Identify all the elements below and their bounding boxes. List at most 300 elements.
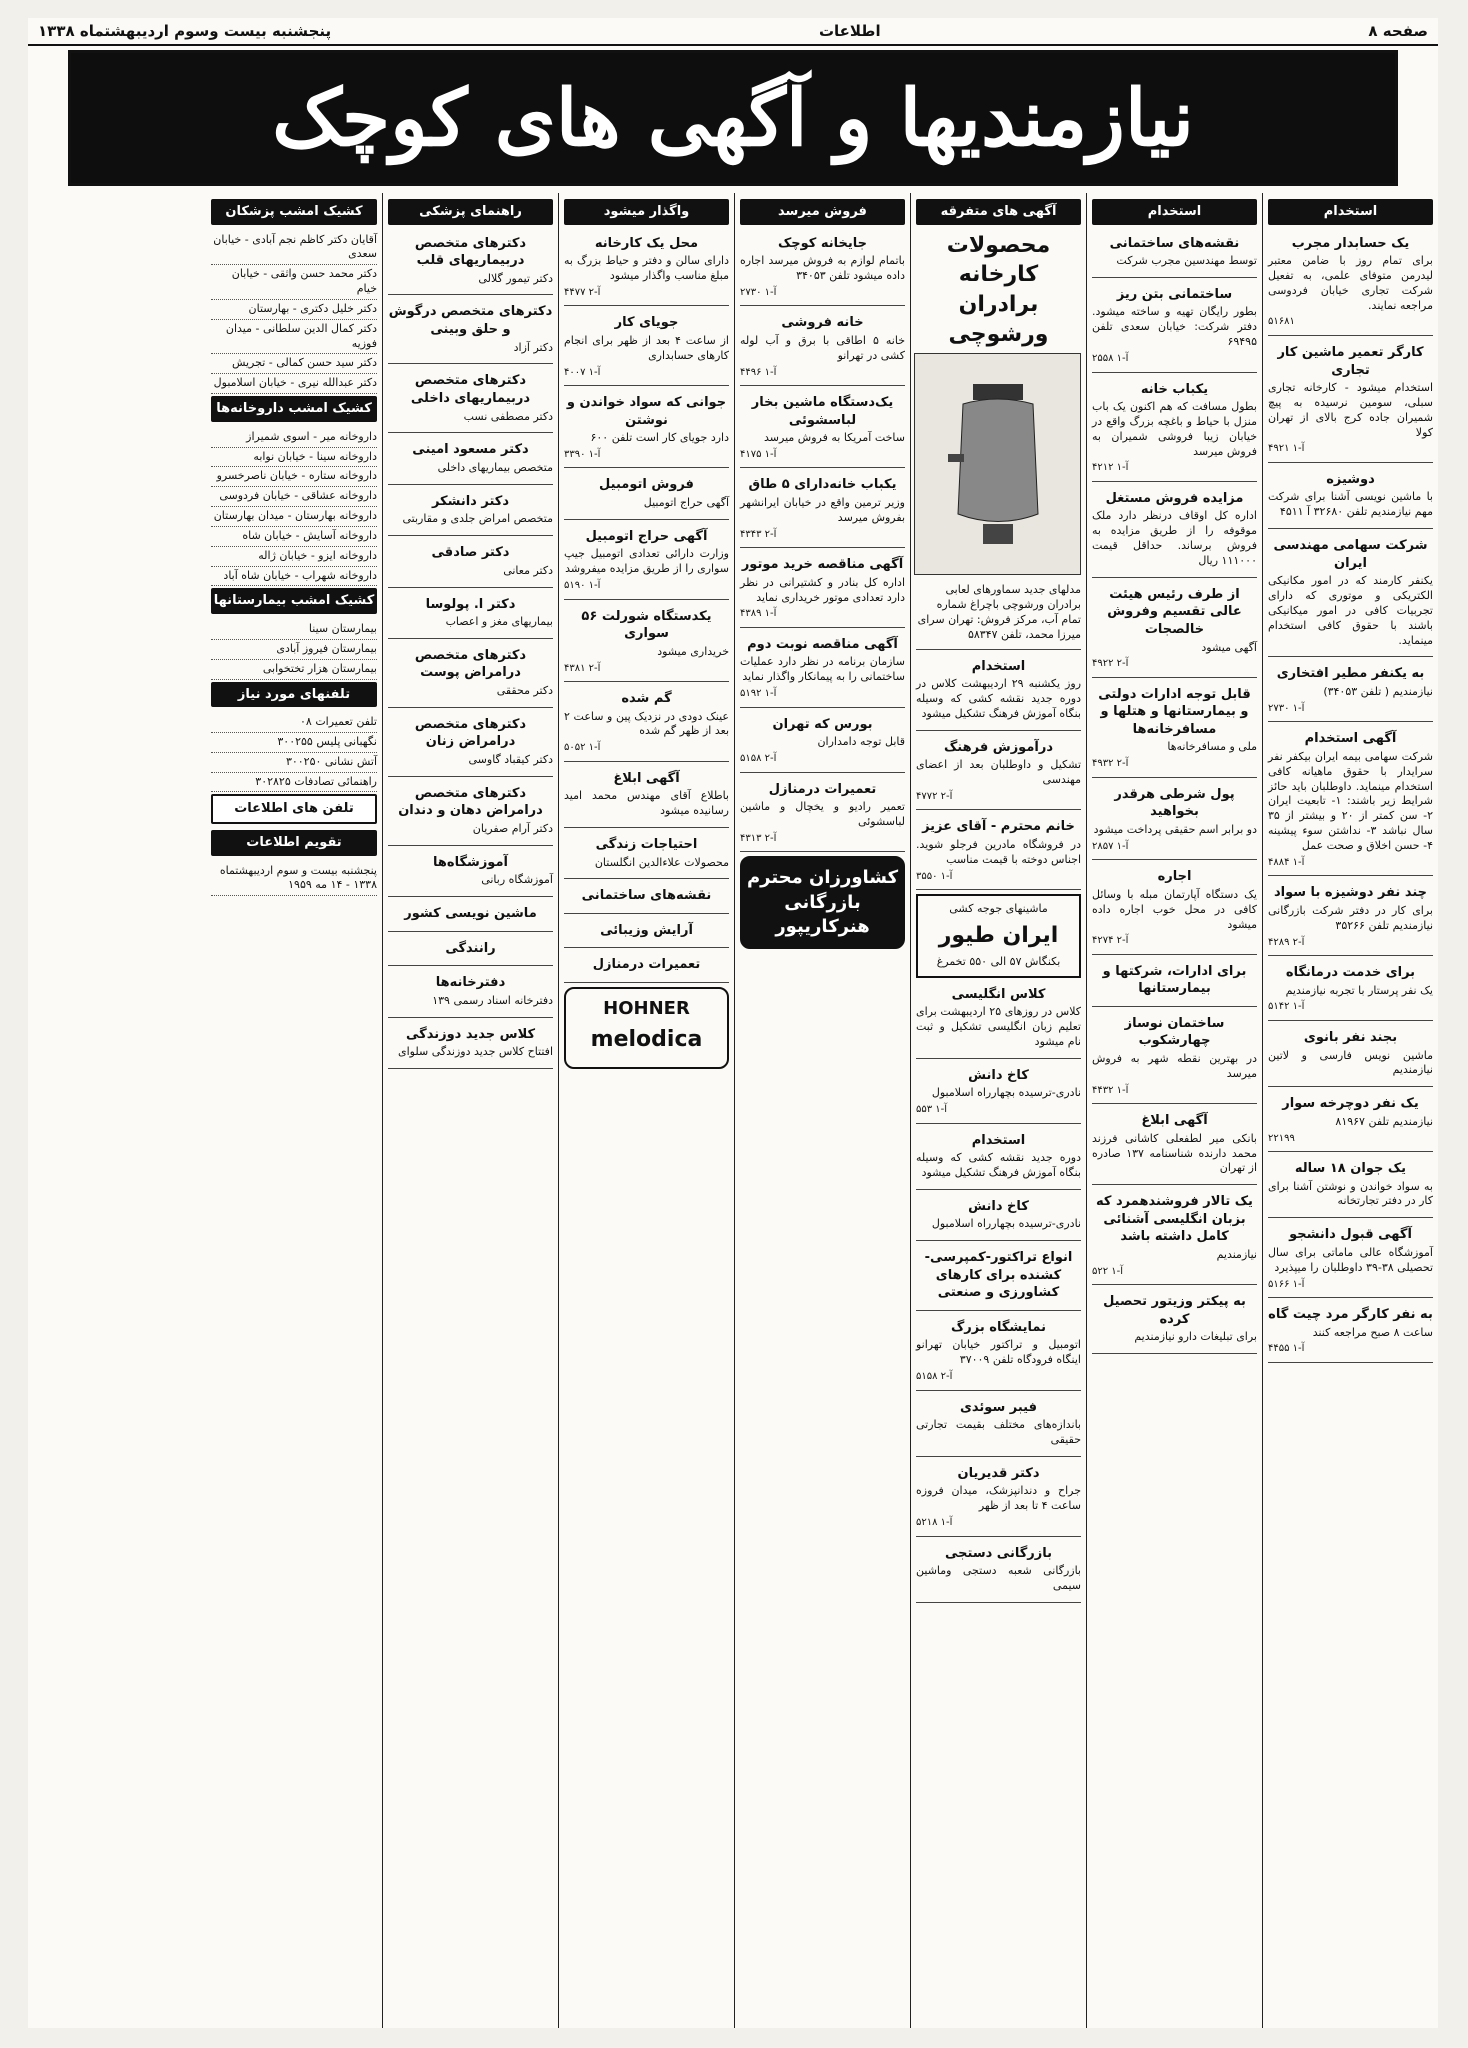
ad-code: ۴۴۵۵ آ-۱ [1268, 1343, 1305, 1355]
ad-title: محل یک کارخانه [594, 235, 699, 251]
ad-item [916, 735, 1081, 811]
ad-item [1268, 1025, 1433, 1087]
ad-title: خانم محترم - آقای عزیز [922, 819, 1075, 835]
ad-title: آگهی حراج اتومبیل [585, 528, 708, 544]
ad-body: ساعت ۸ صبح مراجعه کنند [1312, 1325, 1433, 1339]
ad-body: متخصص بیماریهای داخلی [437, 460, 553, 474]
ad-body: دکتر تیمور گلالی [478, 271, 553, 285]
ad-item [388, 901, 553, 932]
directory-entry: داروخانه ایزو - خیابان ژاله [211, 547, 377, 567]
ad-item [1268, 533, 1433, 657]
ad-item [388, 231, 553, 296]
ad-body: در بهترین نقطه شهر به فروش میرسد [1092, 1052, 1257, 1080]
melodica-ad [564, 987, 729, 1069]
ad-item [740, 472, 905, 548]
ad-body: متخصص امراض جلدی و مقاربتی [402, 512, 553, 526]
ad-body: افتتاح کلاس جدید دوزندگی سلوای [398, 1045, 553, 1059]
ad-item [916, 1063, 1081, 1124]
ad-item [388, 489, 553, 536]
ad-body: شرکت سهامی بیمه ایران بیکفر نفر سرایدار با حقوق ماهیانه کافی استخدام مینماید. داوطلبان باید حائز شرایط زیر باشند: ۱- تابعیت ایران ۲- سن کمتر از ۲۰ و بیشتر از ۳۵ سال نباشد ۳- نداشتن سوء پیشینه ۴- حسن اخلاق و صحت عمل [1268, 749, 1434, 852]
directory-entry: دکتر خلیل دکتری - بهارستان [211, 300, 377, 320]
ad-title: ساختمانی بتن ریز [1116, 286, 1233, 302]
ad-title: دکتر دانشکر [431, 493, 510, 509]
ad-item [1268, 467, 1433, 529]
ad-code: ۴۱۷۵ آ-۱ [740, 448, 777, 460]
ad-title: پول شرطی هرقدر بخواهید [1114, 786, 1235, 820]
banner-title: کشاورزان محترم [746, 867, 899, 889]
ad-code: ۵۱۴۲ آ-۱ [1268, 1001, 1305, 1013]
ad-body: در فروشگاه مادرین فرجلو شوید. اجناس دوخته با قیمت مناسب [916, 838, 1081, 866]
ad-body: تعمیر رادیو و یخچال و ماشین لباسشوئی [740, 800, 905, 828]
ad-title: استخدام [971, 658, 1026, 674]
ad-body: با ماشین نویسی آشنا برای شرکت مهم نیازمندیم تلفن ۳۲۶۸۰ آ ۴۵۱۱ [1268, 490, 1433, 519]
ad-item [388, 1022, 553, 1069]
section-header: تقویم اطلاعات [211, 830, 377, 856]
ad-body: برای تبلیغات دارو نیازمندیم [1134, 1330, 1257, 1344]
ad-item [916, 814, 1081, 890]
samovar-icon [938, 364, 1058, 564]
ad-title: چند نفر دوشیزه با سواد [1273, 885, 1428, 901]
section-header: استخدام [1092, 199, 1257, 225]
masthead-title: نیازمندیها و آگهی های کوچک [272, 72, 1194, 164]
ad-title: کارگر تعمیر ماشین کار تجاری [1277, 344, 1424, 378]
ad-code: ۴۴۳۲ آ-۱ [1092, 1084, 1129, 1096]
ad-body: دارد جویای کار است تلفن ۶۰۰ [590, 431, 729, 445]
ad-body: تشکیل و داوطلبان بعد از اعضای مهندسی [916, 758, 1081, 787]
ad-item [740, 390, 905, 468]
ad-body: عینک دودی در نزدیک پین و ساعت ۲ بعد از ظهر گم شده [564, 709, 729, 738]
ad-item [916, 1315, 1081, 1391]
ad-body: دارای سالن و دفتر و حیاط بزرگ به مبلغ مناسب واگذار میشود [564, 254, 729, 282]
ad-body: دکتر آزاد [513, 340, 553, 354]
ad-item [564, 918, 729, 949]
ad-body: دوره جدید نقشه کشی که وسیله بنگاه آموزش فرهنگ تشکیل میشود [916, 1151, 1081, 1179]
ad-item [1268, 231, 1433, 336]
ad-title: شرکت سهامی مهندسی ایران [1273, 538, 1428, 571]
ad-body: بانکی میر لطفعلی کاشانی فرزند محمد دارنده شناسنامه ۱۳۷ صادره از تهران [1092, 1131, 1258, 1175]
ad-body: وزیر ترمین واقع در خیابان ایرانشهر بفروش میرسد [740, 496, 905, 524]
ad-code: ۴۲۱۲ آ-۱ [1092, 462, 1129, 474]
ad-columns [28, 193, 1438, 2028]
ad-item [740, 310, 905, 386]
ad-body: دفترخانه اسناد رسمی ۱۳۹ [432, 993, 553, 1007]
ad-item [1268, 960, 1433, 1021]
ad-item [916, 1128, 1081, 1190]
ad-item [564, 832, 729, 879]
ad-item [740, 777, 905, 853]
ad-body: بیماریهای مغز و اعصاب [445, 615, 553, 629]
ad-code: ۵۲۱۸ آ-۱ [916, 1517, 953, 1529]
ad-code: ۲۵۵۸ آ-۱ [1092, 353, 1129, 365]
ad-item [388, 712, 553, 777]
ad-body: آگهی حراج اتومبیل [643, 496, 729, 509]
ad-body: برای کار در دفتر شرکت بازرگانی نیازمندیم تلفن ۳۵۲۶۶ [1268, 903, 1433, 932]
samovar-illustration [914, 353, 1081, 575]
ad-code: ۴۷۷۲ آ-۲ [916, 790, 953, 802]
ad-title: دکترهای متخصص درامراض زنان [414, 716, 527, 750]
ad-item [388, 936, 553, 967]
ad-title: یکدستگاه شورلت ۵۶ سواری [581, 608, 712, 642]
ad-body: نادری-ترسیده بچهارراه اسلامبول [931, 1217, 1081, 1231]
ad-code: ۵۱۹۰ آ-۱ [564, 580, 601, 592]
ad-title: نقشه‌های ساختمانی [1109, 235, 1240, 251]
section-header: آگهی های متفرقه [916, 199, 1081, 225]
paper-name: اطلاعات [818, 22, 881, 40]
ad-item [388, 970, 553, 1017]
ad-body: توسط مهندسین مجرب شرکت [1116, 254, 1257, 268]
ad-item [564, 686, 729, 762]
ad-body: بطول مسافت که هم اکنون یک باب منزل با حیاط و باغچه بزرگ واقع در خیابان زیبا فروشی شمیران به فروش میرسد [1092, 400, 1257, 458]
ad-title: بازرگانی دستجی [944, 1545, 1052, 1561]
ad-title: دکتر قدیریان [957, 1465, 1040, 1481]
banner-sub: بازرگانی هنرکاریپور [775, 891, 870, 937]
ad-title: جویای کار [614, 315, 679, 331]
column-col4 [734, 193, 910, 2028]
ad-code: ۴۴۷۷ آ-۲ [564, 286, 601, 298]
ad-title: دفترخانه‌ها [435, 975, 506, 991]
ad-title: جوانی که سواد خواندن و نوشتن [566, 395, 727, 428]
ad-body: دکتر معانی [503, 563, 553, 577]
ad-title: آگهی مناقصه خرید موتور [741, 557, 904, 573]
ad-item [388, 850, 553, 897]
ad-title: یک‌دستگاه ماشین بخار لباسشوئی [751, 395, 894, 428]
ad-body: نیازمندیم [1216, 1247, 1257, 1261]
ad-title: آموزشگاه‌ها [433, 854, 508, 870]
ad-body: باندازه‌های مختلف بقیمت تجارتی حقیقی [916, 1418, 1081, 1446]
ad-code: ۴۲۷۴ آ-۲ [1092, 935, 1129, 947]
ad-title: نقشه‌های ساختمانی [581, 888, 712, 904]
logo-sub: بکنگاش ۵۷ الی ۵۵۰ تخمرغ [936, 954, 1061, 968]
column-col2 [1086, 193, 1262, 2028]
ad-code: ۴۳۱۳ آ-۲ [740, 832, 777, 844]
newspaper-page [28, 18, 1438, 2028]
section-header: تلفنهای مورد نیاز [211, 682, 377, 708]
ad-code: ۲۷۳۰ آ-۱ [740, 286, 777, 298]
ad-title: دکترهای متخصص درگوش و حلق وبینی [388, 304, 553, 338]
ad-body: دکتر محققی [496, 684, 553, 698]
directory-entry: نگهبانی پلیس ۳۰۰۲۵۵ [211, 733, 377, 753]
directory-entry: آتش نشانی ۳۰۰۲۵۰ [211, 753, 377, 773]
ad-body: روز یکشنبه ۲۹ اردیبهشت کلاس در دوره جدید نقشه کشی که وسیله بنگاه آموزش فرهنگ تشکیل میشود [916, 677, 1082, 720]
page-number: صفحه ۸ [1368, 22, 1428, 40]
ad-body: نادری-ترسیده بچهارراه اسلامبول [931, 1086, 1081, 1100]
ad-item [1092, 959, 1257, 1007]
ad-body: نیازمندیم ( تلفن ۳۴۰۵۳) [1323, 685, 1433, 699]
ad-title: کلاس انگلیسی [951, 986, 1046, 1002]
ad-body: استخدام میشود - کارخانه تجاری سبلی، سومین نرسیده به پیچ شمیران جاده کرج بالای از تهران کولا [1268, 381, 1433, 439]
ad-title: دکترهای متخصص دربیماریهای داخلی [410, 373, 531, 406]
ad-body: اداره کل اوقاف درنظر دارد ملک موقوفه را از طریق مزایده به فروش برساند. حداقل قیمت ۱۱۱۰۰۰ ریال [1092, 509, 1257, 568]
section-header: تلفن های اطلاعات [211, 794, 377, 824]
ad-title: به پیکتر وزیتور تحصیل کرده [1103, 1294, 1246, 1327]
iran-tayour-logo [916, 894, 1081, 977]
ad-item [564, 390, 729, 468]
ad-item [916, 1395, 1081, 1457]
ad-body: بازرگانی شعبه دستجی وماشین سیمی [916, 1564, 1081, 1592]
ad-title: دوشیزه [1326, 471, 1375, 487]
ad-item [1268, 340, 1433, 463]
section-header: راهنمای پزشکی [388, 199, 553, 225]
ad-title: کاخ دانش [968, 1067, 1029, 1083]
ad-item [1092, 864, 1257, 955]
issue-date: پنجشنبه بیست وسوم اردیبهشتماه ۱۳۳۸ [38, 22, 332, 40]
ad-body: یک دستگاه آپارتمان مبله با وسائل کافی در محل خوب اجاره داده میشود [1092, 887, 1257, 931]
calendar-line: پنجشنبه بیست و سوم اردیبهشتماه ۱۳۳۸ - ۱۴ مه ۱۹۵۹ [211, 862, 377, 897]
column-col6 [382, 193, 558, 2028]
directory-entry: دکتر عبدالله نیری - خیابان اسلامبول [211, 374, 377, 394]
ad-title: آرایش وزیبائی [600, 922, 693, 938]
ad-item [1268, 1156, 1433, 1218]
ad-body: از ساعت ۴ بعد از ظهر برای انجام کارهای حسابداری [564, 333, 729, 362]
ad-title: فروش اتومبیل [599, 477, 694, 493]
directory-entry: داروخانه عشاقی - خیابان فردوسی [211, 487, 377, 507]
ad-body: برای تمام روز با ضامن معتبر لیدرمن متوفای علمی، به تفعیل شرکت تجاری خیابان فردوسی مراجعه نمایند. [1268, 254, 1433, 312]
ad-title: یک نفر دوچرخه سوار [1282, 1096, 1419, 1112]
ad-item [1268, 726, 1433, 876]
ad-title: کاخ دانش [968, 1198, 1029, 1214]
ad-title: از طرف رئیس هیئت عالی تقسیم وفروش خالصجات [1107, 586, 1242, 637]
farmers-banner [740, 856, 905, 949]
ad-body: دکتر آرام صفریان [472, 821, 553, 835]
ad-title: به یکنفر مطیر افتخاری [1276, 666, 1425, 682]
ad-code: ۵۱۹۲ آ-۱ [740, 688, 777, 700]
ad-title: دکترهای متخصص درامراض پوست [414, 647, 527, 681]
ad-body: باتمام لوازم به فروش میرسد اجاره داده میشود تلفن ۳۴۰۵۳ [740, 254, 905, 282]
logo-main: ایران طیور [938, 923, 1059, 949]
ad-item [1092, 1289, 1257, 1354]
ad-body: سازمان برنامه در نظر دارد عملیات ساختمانی را به پیمانکار واگذار نماید [740, 655, 905, 684]
ad-title: استخدام [971, 1132, 1026, 1148]
ad-body: ماشین نویس فارسی و لاتین نیازمندیم [1268, 1048, 1433, 1077]
ad-code: ۳۵۵۰ آ-۱ [916, 870, 953, 882]
ad-code: ۴۹۲۱ آ-۱ [1268, 443, 1305, 455]
ad-item [1268, 880, 1433, 956]
section-header: فروش میرسد [740, 199, 905, 225]
column-col7 [206, 193, 382, 2028]
ad-title: به نفر کارگر مرد چیت گاه [1268, 1307, 1433, 1323]
ad-title: دکترهای متخصص دربیماریهای قلب [414, 235, 527, 269]
ad-item [1268, 1302, 1433, 1363]
ad-title: رانندگی [445, 940, 496, 956]
ad-item [1092, 377, 1257, 482]
directory-entry: داروخانه شهراب - خیابان شاه آباد [211, 567, 377, 587]
ad-item [564, 604, 729, 682]
directory-entry: داروخانه بهارستان - میدان بهارستان [211, 507, 377, 527]
ad-item [916, 1541, 1081, 1603]
ad-title: آگهی ابلاغ [613, 770, 680, 786]
ad-body: خریداری میشود [657, 644, 729, 658]
ad-body: محصولات علاءالدین انگلستان [594, 855, 729, 869]
directory-entry: داروخانه سینا - خیابان نوابه [211, 448, 377, 468]
ad-code: ۴۳۴۳ آ-۲ [740, 528, 777, 540]
ad-item [1268, 1222, 1433, 1298]
ad-title: یکباب خانه‌دارای ۵ طاق [748, 477, 897, 493]
ad-code: ۴۸۸۴ آ-۱ [1268, 856, 1305, 868]
ad-item [1268, 661, 1433, 722]
ad-code: ۲۷۳۰ آ-۱ [1268, 702, 1305, 714]
ad-title: بورس که تهران [772, 716, 873, 732]
ad-code: ۵۰۵۲ آ-۱ [564, 742, 601, 754]
ad-body: آگهی میشود [1201, 640, 1257, 654]
directory-entry: داروخانه میر - اسوی شمیراز [211, 428, 377, 448]
column-col3 [910, 193, 1086, 2028]
ad-body: یک نفر پرستار با تجربه نیازمندیم [1285, 983, 1433, 997]
ad-item [564, 472, 729, 519]
ad-item [916, 982, 1081, 1059]
ad-title: کلاس جدید دوزندگی [405, 1026, 536, 1042]
ad-title: جایخانه کوچک [777, 235, 868, 251]
ad-item [916, 1461, 1081, 1537]
ad-item [564, 310, 729, 386]
ad-title: گم شده [621, 691, 672, 707]
directory-entry: داروخانه ستاره - خیابان ناصرخسرو [211, 467, 377, 487]
ad-title: آگهی قبول دانشجو [1289, 1227, 1412, 1243]
ad-code: ۵۱۶۸۱ [1268, 316, 1295, 328]
ad-title: یکباب خانه [1140, 381, 1209, 397]
ad-item [740, 552, 905, 628]
ad-title: تعمیرات درمنازل [768, 781, 877, 797]
ad-title: دکتر ا. پولوسا [425, 596, 516, 612]
ad-body: کلاس در روزهای ۲۵ اردیبهشت برای تعلیم زبان انگلیسی تشکیل و ثبت نام میشود [916, 1005, 1081, 1048]
ad-title: انواع تراکتور-کمپرسی-کشنده برای کارهای کشاورزی و صنعتی [924, 1250, 1073, 1301]
ad-item [1092, 1011, 1257, 1104]
directory-entry: آقایان دکتر کاظم نجم آبادی - خیابان سعدی [211, 231, 377, 266]
ad-title: احتیاجات زندگی [595, 836, 698, 852]
ad-item [1092, 1108, 1257, 1185]
ad-body: به سواد خواندن و نوشتن آشنا برای کار در دفتر تجارتخانه [1268, 1179, 1433, 1208]
ad-code: ۴۳۸۱ آ-۲ [564, 662, 601, 674]
ad-title: برای ادارات، شرکتها و بیمارستانها [1102, 963, 1247, 997]
directory-entry: بیمارستان فیروز آبادی [211, 640, 377, 660]
logo-title: ماشینهای جوجه کشی [949, 902, 1048, 916]
directory-entry: دکتر سید حسن کمالی - تجریش [211, 354, 377, 374]
column-col5 [558, 193, 734, 2028]
ad-title: یک حسابدار مجرب [1291, 235, 1410, 251]
ad-code: ۲۲۱۹۹ [1268, 1132, 1295, 1144]
ad-code: ۴۴۹۶ آ-۱ [740, 366, 777, 378]
ad-item [740, 231, 905, 307]
ad-body: وزارت دارائی تعدادی اتومبیل جیپ سواری را از طریق مزایده میفروشد [564, 547, 729, 576]
ad-body: اتومبیل و تراکتور خیابان تهرانو اینگاه فرودگاه تلفن ۳۷۰۰۹ [916, 1338, 1081, 1367]
ad-body: باطلاع آقای مهندس محمد امید رسانیده میشود [564, 789, 729, 818]
ad-title: یک تالار فروشندهمرد که بزبان انگلیسی آشنائی کامل داشته باشد [1096, 1194, 1253, 1245]
ad-item [1092, 1189, 1257, 1285]
directory-entry: داروخانه آسایش - خیابان شاه [211, 527, 377, 547]
ad-body: ملی و مسافرخانه‌ها [1167, 740, 1257, 754]
ad-body: بطور رایگان تهیه و ساخته میشود. دفتر شرکت: خیابان سعدی تلفن ۶۹۴۹۵ [1092, 305, 1257, 349]
ad-item [388, 643, 553, 708]
directory-entry: دکتر محمد حسن واثقی - خیابان خیام [211, 265, 377, 300]
ad-item [740, 712, 905, 773]
ad-title: نمایشگاه بزرگ [951, 1319, 1046, 1335]
ad-title: درآموزش فرهنگ [944, 739, 1053, 755]
directory-entry: بیمارستان هزار تختخوابی [211, 660, 377, 680]
brand-note: مدلهای جدید سماورهای لعابی برادران ورشوچی باچراغ شماره تمام آب، مرکز فروش: تهران سرای میرزا محمد، تلفن ۵۸۳۴۷ [916, 579, 1081, 649]
brand-title: محصولات کارخانه برادران ورشوچی [946, 232, 1051, 347]
ad-title: اجاره [1157, 869, 1192, 885]
ad-title: ماشین نویسی کشور [404, 906, 537, 922]
ad-item [564, 766, 729, 828]
ad-code: ۴۹۳۲ آ-۲ [1092, 758, 1129, 770]
ad-title: دکتر مسعود امینی [412, 442, 529, 458]
ad-code: ۵۱۵۸ آ-۲ [740, 753, 777, 765]
ad-item [916, 1245, 1081, 1311]
directory-entry: راهنمائی تصادفات ۳۰۲۸۲۵ [211, 773, 377, 793]
ad-title: دکترهای متخصص درامراض دهان و دندان [398, 785, 543, 819]
ad-item [1092, 782, 1257, 860]
directory-entry: تلفن تعمیرات ۰۸ [211, 713, 377, 733]
ad-body: دو برابر اسم حقیقی پرداخت میشود [1093, 822, 1257, 836]
section-header: کشیک امشب پزشکان [211, 199, 377, 225]
ad-title: برای خدمت درمانگاه [1285, 965, 1416, 981]
ad-title: آگهی مناقصه نوبت دوم [747, 636, 898, 652]
directory-entry: بیمارستان سینا [211, 620, 377, 640]
ad-item [388, 592, 553, 639]
ad-code: ۲۸۵۷ آ-۱ [1092, 840, 1129, 852]
ad-code: ۴۹۲۲ آ-۲ [1092, 658, 1129, 670]
ad-item [388, 540, 553, 587]
ad-title: قابل توجه ادارات دولتی و بیمارستانها و هتلها و مسافرخانه‌ها [1098, 686, 1251, 737]
ad-body: قابل توجه دامداران [817, 735, 905, 749]
maker-name: HOHNER [603, 998, 690, 1020]
ad-code: ۵۱۶۶ آ-۱ [1268, 1278, 1305, 1290]
ad-item [1268, 1091, 1433, 1152]
ad-item [388, 437, 553, 484]
section-masthead [68, 50, 1398, 186]
ad-code: ۴۰۰۷ آ-۱ [564, 366, 601, 378]
top-strip [28, 18, 1438, 46]
ad-title: مزایده فروش مستغل [1105, 490, 1244, 506]
ad-body: دکتر کیقباد گاوسی [468, 752, 553, 766]
ad-item [1092, 486, 1257, 578]
column-col1 [1262, 193, 1438, 2028]
ad-code: ۵۱۵۸ آ-۲ [916, 1371, 953, 1383]
ad-item [1092, 231, 1257, 278]
ad-code: ۵۵۳ آ-۱ [916, 1104, 948, 1116]
ad-title: یک جوان ۱۸ ساله [1294, 1161, 1407, 1177]
ad-item [388, 299, 553, 364]
ad-body: نیازمندیم تلفن ۸۱۹۶۷ [1335, 1114, 1433, 1128]
ad-item [564, 231, 729, 307]
ad-body: خانه ۵ اطاقی با برق و آب لوله کشی در تهرانو [740, 333, 906, 362]
ad-item [564, 952, 729, 983]
ad-code: ۳۳۹۰ آ-۱ [564, 448, 601, 460]
section-header: واگذار میشود [564, 199, 729, 225]
ad-body: آموزشگاه ربانی [481, 873, 553, 887]
section-header: کشیک امشب بیمارستانها [211, 588, 377, 614]
ad-title: آگهی ابلاغ [1141, 1113, 1208, 1129]
ad-body: دکتر مصطفی نسب [463, 409, 553, 423]
ad-body: یکنفر کارمند که در امور مکانیکی الکتریکی و موتوری که دارای تجربیات کافی در امور میکانیکی باشند با حقوق کافی استخدام مینماید. [1268, 574, 1433, 647]
ad-code: ۴۲۸۹ آ-۲ [1268, 936, 1305, 948]
ad-item [1092, 682, 1257, 778]
ad-title: تعمیرات درمنازل [592, 957, 701, 973]
directory-entry: دکتر کمال الدین سلطانی - میدان فوزیه [211, 320, 377, 355]
ad-body: ساخت آمریکا به فروش میرسد [764, 431, 905, 445]
section-header: استخدام [1268, 199, 1433, 225]
ad-item [388, 368, 553, 433]
ad-item [388, 781, 553, 846]
ad-item [1092, 282, 1257, 373]
ad-title: بجند نفر بانوی [1303, 1029, 1398, 1045]
ad-title: آگهی استخدام [1304, 731, 1397, 747]
section-header: کشیک امشب داروخانه‌ها [211, 396, 377, 422]
ad-body: جراح و دندانپزشک، میدان فروزه ساعت ۴ تا بعد از ظهر [916, 1484, 1081, 1513]
ad-item [740, 632, 905, 708]
ad-title: خانه فروشی [781, 315, 864, 331]
brand-logo: melodica [590, 1027, 703, 1053]
ad-code: ۵۲۲ آ-۱ [1092, 1265, 1124, 1277]
